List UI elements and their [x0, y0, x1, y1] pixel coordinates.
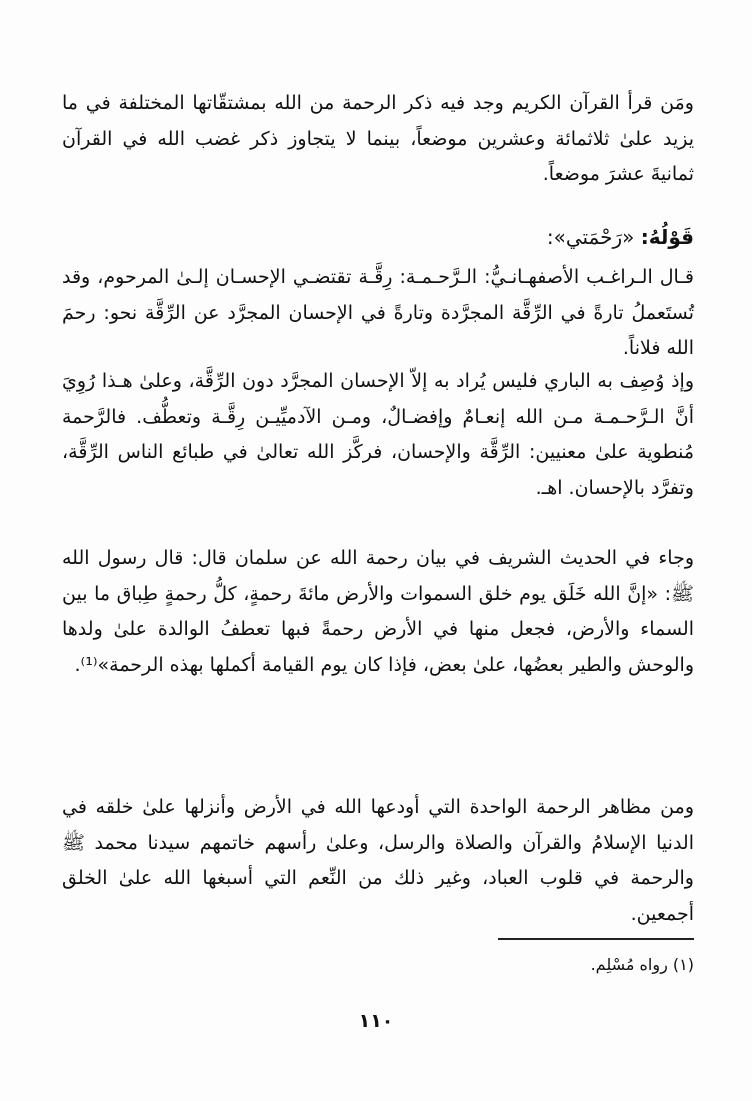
- paragraph-raghib-definition: قـال الـراغـب الأصفهـانـيُّ: الـرَّحـمـة: رِقَّـة تقتضـي الإحسـان إلـىٰ المرحوم، وقد تُستَعملُ تارةً في الرِّقَّة المجرَّدة وتارةً في الإحسان المجرَّد عن الرِّقَّة نحو: رحمَ الله فلاناً.: [62, 266, 694, 359]
- heading-term: «رَحْمَتي»:: [546, 225, 635, 249]
- footnote: (١) رواه مُسْلِم.: [590, 955, 694, 974]
- section-heading: [547, 220, 694, 255]
- page-number: ١١٠: [358, 1010, 394, 1032]
- paragraph-manifestations: ومن مظاهر الرحمة الواحدة التي أودعها الله في الأرض وأنزلها علىٰ خلقه في الدنيا الإسلامُ والقرآن والصلاة والرسل، وعلىٰ رأسهم خاتمهم سيدنا محمد ﷺ والرحمة في قلوب العباد، وغير ذلك من النِّعم التي أسبغها الله علىٰ الخلق أجمعين.: [62, 796, 694, 925]
- heading-lead: قَوْلُهُ:: [640, 225, 694, 249]
- paragraph-hadith: وجاء في الحديث الشريف في بيان رحمة الله عن سلمان قال: قال رسول الله ﷺ: «إنَّ الله خَلَق يوم خلق السموات والأرض مائةَ رحمةٍ، كلُّ رحمةٍ طِباق ما بين السماء والأرض، فجعل منها في الأرض رحمةً فبها تعطفُ الوالدة علىٰ ولدها والوحش والطير بعضُها، علىٰ بعض، فإذا كان يوم القيامة أكملها بهذه الرحمة»⁽¹⁾.: [62, 547, 694, 676]
- paragraph-divine-mercy: وإذ وُصِف به الباري فليس يُراد به إلاّ الإحسان المجرَّد دون الرِّقَّة، وعلىٰ هـذا رُوِيَ أنَّ الـرَّحـمـة مـن الله إنعـامٌ وإفضـالٌ، ومـن الآدميِّيـن رِقَّـة وتعطُّف. فالرَّحمة مُنطوية علىٰ معنيين: الرِّقَّة والإحسان، فركَّز الله تعالىٰ في طبائع الناس الرِّقَّة، وتفرَّد بالإحسان. اهـ.: [62, 370, 694, 499]
- paragraph-mercy-count: ومَن قرأ القرآن الكريم وجد فيه ذكر الرحمة من الله بمشتقّاتها المختلفة في ما يزيد علىٰ ثلاثمائة وعشرين موضعاً، بينما لا يتجاوز ذكر غضب الله في القرآن ثمانيةَ عشرَ موضعاً.: [62, 92, 694, 185]
- footnote-divider: [498, 938, 694, 940]
